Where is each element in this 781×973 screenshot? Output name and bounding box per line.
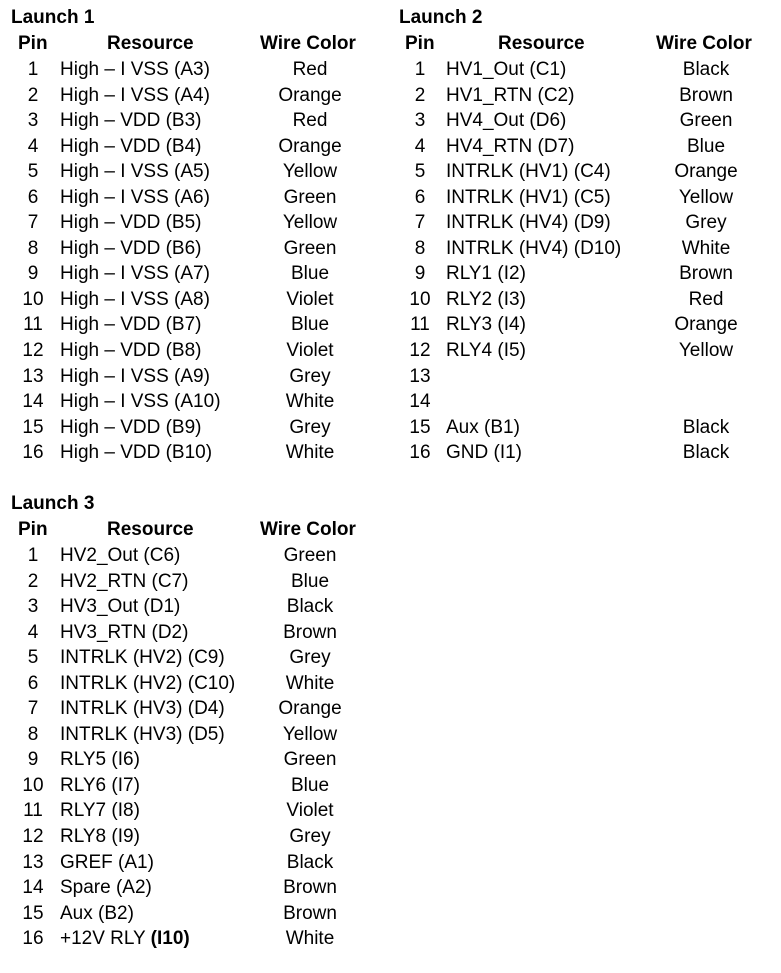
resource-column-header: Resource — [107, 33, 194, 54]
table-row — [0, 289, 380, 315]
pin-cell: 4 — [414, 135, 426, 157]
pin-cell: 13 — [22, 365, 44, 387]
launch-2-table — [390, 7, 781, 477]
resource-cell: INTRLK (HV3) (D4) — [60, 698, 225, 720]
wire-color-cell: Brown — [283, 902, 337, 924]
wire-color-cell: Yellow — [282, 723, 338, 745]
wire-color-cell: Red — [292, 110, 328, 132]
resource-cell: INTRLK (HV4) (D10) — [446, 237, 622, 259]
pin-cell: 12 — [22, 826, 44, 848]
wire-color-cell: Red — [292, 59, 328, 80]
wire-color-cell: Grey — [289, 826, 331, 848]
wire-color-cell: Brown — [283, 621, 337, 643]
pin-cell: 15 — [22, 902, 44, 924]
table-row — [0, 928, 380, 954]
wire-color-cell: Brown — [283, 877, 337, 899]
resource-cell: High – VDD (B6) — [60, 237, 202, 259]
pin-column-header: Pin — [18, 33, 48, 54]
resource-cell: INTRLK (HV1) (C4) — [446, 161, 611, 183]
pin-cell: 11 — [23, 314, 43, 336]
resource-cell: RLY8 (I9) — [60, 826, 140, 848]
table-row — [0, 314, 380, 340]
pin-cell: 16 — [409, 442, 431, 464]
table-row — [0, 775, 380, 801]
pin-cell: 3 — [414, 110, 426, 132]
launch-2-title: Launch 2 — [399, 7, 483, 28]
table-row — [0, 391, 380, 417]
resource-cell: RLY7 (I8) — [60, 800, 140, 822]
resource-cell: GND (I1) — [446, 442, 522, 464]
table-row — [0, 238, 380, 264]
wire-color-cell: Grey — [289, 647, 331, 669]
resource-cell: High – VDD (B7) — [60, 314, 202, 336]
wire-color-cell: White — [285, 391, 335, 413]
pin-cell: 15 — [409, 416, 431, 438]
wire-color-cell: Violet — [286, 340, 334, 362]
pin-cell: 14 — [409, 391, 431, 413]
resource-cell: HV3_RTN (D2) — [60, 621, 189, 643]
resource-cell: RLY6 (I7) — [60, 774, 140, 796]
wire-color-cell: Green — [679, 110, 733, 132]
resource-cell: High – VDD (B10) — [60, 442, 213, 464]
pin-cell: 10 — [409, 288, 431, 310]
table-row — [390, 391, 770, 417]
wire-color-cell: Green — [283, 545, 337, 566]
pin-column-header: Pin — [405, 33, 435, 54]
resource-cell: HV2_Out (C6) — [60, 545, 181, 566]
pin-cell: 12 — [22, 340, 44, 362]
table-row — [390, 110, 770, 136]
wire-color-cell: Orange — [278, 135, 342, 157]
pin-cell: 1 — [27, 545, 39, 566]
table-row — [390, 417, 770, 443]
launch-1-rows — [0, 59, 380, 468]
table-row — [0, 417, 380, 443]
wire-color-cell: Orange — [278, 698, 342, 720]
table-row — [0, 263, 380, 289]
table-row — [0, 877, 380, 903]
resource-cell: INTRLK (HV1) (C5) — [446, 186, 611, 208]
table-row — [0, 59, 380, 85]
pin-cell: 13 — [22, 851, 44, 873]
pin-cell: 8 — [414, 237, 426, 259]
table-row — [390, 289, 770, 315]
pin-cell: 7 — [27, 698, 39, 720]
wire-color-cell: White — [681, 237, 731, 259]
wire-color-cell: Blue — [290, 314, 330, 336]
table-row — [390, 366, 770, 392]
pin-cell: 8 — [27, 237, 39, 259]
pin-cell: 9 — [27, 263, 39, 285]
table-row — [0, 366, 380, 392]
resource-cell: INTRLK (HV3) (D5) — [60, 723, 225, 745]
resource-cell: High – VDD (B3) — [60, 110, 202, 132]
resource-cell: RLY5 (I6) — [60, 749, 140, 771]
table-row — [390, 136, 770, 162]
resource-cell: Aux (B2) — [60, 902, 134, 924]
resource-cell: Aux (B1) — [446, 416, 520, 438]
wire-color-cell: Yellow — [282, 161, 338, 183]
resource-cell: High – I VSS (A6) — [60, 186, 210, 208]
table-row — [390, 85, 770, 111]
wire-color-cell: Blue — [290, 774, 330, 796]
pin-cell: 14 — [22, 877, 44, 899]
pin-cell: 15 — [22, 416, 44, 438]
wire-color-cell: Orange — [674, 161, 738, 183]
table-row — [0, 852, 380, 878]
wire-color-cell: White — [285, 672, 335, 694]
resource-cell: HV4_RTN (D7) — [446, 135, 575, 157]
pin-cell: 14 — [22, 391, 44, 413]
pin-cell: 3 — [27, 596, 39, 618]
wire-color-cell: Violet — [286, 288, 334, 310]
pin-cell: 16 — [22, 928, 44, 950]
pin-cell: 4 — [27, 621, 39, 643]
resource-cell: HV1_RTN (C2) — [446, 84, 575, 106]
resource-cell: Spare (A2) — [60, 877, 152, 899]
pin-cell: 4 — [27, 135, 39, 157]
launch-2-rows — [390, 59, 770, 468]
resource-cell: RLY1 (I2) — [446, 263, 526, 285]
resource-cell: INTRLK (HV2) (C10) — [60, 672, 236, 694]
resource-cell: INTRLK (HV2) (C9) — [60, 647, 225, 669]
table-row — [0, 161, 380, 187]
wire-color-cell: Black — [682, 442, 730, 464]
resource-cell: High – VDD (B4) — [60, 135, 202, 157]
resource-cell: High – I VSS (A5) — [60, 161, 210, 183]
table-row — [390, 187, 770, 213]
resource-column-header: Resource — [498, 33, 585, 54]
resource-cell: HV4_Out (D6) — [446, 110, 567, 132]
launch-1-table — [0, 7, 390, 477]
wire-color-cell: Green — [283, 186, 337, 208]
wire-color-column-header: Wire Color — [260, 519, 356, 540]
pin-cell: 13 — [409, 365, 431, 387]
resource-code: I10 — [157, 928, 184, 950]
table-row — [0, 212, 380, 238]
resource-cell: High – I VSS (A8) — [60, 288, 210, 310]
pin-cell: 10 — [22, 774, 44, 796]
table-row — [390, 314, 770, 340]
pin-cell: 5 — [27, 647, 39, 669]
pin-cell: 5 — [414, 161, 426, 183]
wire-color-cell: Orange — [278, 84, 342, 106]
resource-cell: RLY3 (I4) — [446, 314, 526, 336]
wire-color-cell: Grey — [289, 416, 331, 438]
resource-column-header: Resource — [107, 519, 194, 540]
table-row — [0, 187, 380, 213]
resource-cell: High – VDD (B9) — [60, 416, 202, 438]
resource-cell: HV2_RTN (C7) — [60, 570, 189, 592]
table-row — [0, 673, 380, 699]
table-row — [0, 110, 380, 136]
launch-3-title: Launch 3 — [11, 493, 95, 514]
resource-cell: HV3_Out (D1) — [60, 596, 181, 618]
pin-cell: 2 — [414, 84, 426, 106]
pin-cell: 12 — [409, 340, 431, 362]
resource-cell — [60, 928, 190, 950]
pin-cell: 16 — [22, 442, 44, 464]
table-row — [0, 749, 380, 775]
table-row — [0, 571, 380, 597]
table-row — [0, 903, 380, 929]
pin-cell: 2 — [27, 84, 39, 106]
pin-cell: 5 — [27, 161, 39, 183]
table-row — [0, 647, 380, 673]
pin-cell: 3 — [27, 110, 39, 132]
pin-cell: 8 — [27, 723, 39, 745]
wire-color-cell: Black — [286, 596, 334, 618]
table-row — [390, 442, 770, 468]
resource-cell: High – I VSS (A7) — [60, 263, 210, 285]
wire-color-cell: Blue — [686, 135, 726, 157]
wire-color-cell: Grey — [289, 365, 331, 387]
resource-cell: High – VDD (B5) — [60, 212, 202, 234]
resource-prefix: +12V RLY — [60, 928, 151, 950]
wire-color-cell: Red — [688, 288, 724, 310]
pin-cell: 1 — [414, 59, 426, 80]
table-row — [390, 340, 770, 366]
pin-cell: 6 — [27, 186, 39, 208]
wire-color-cell: Green — [283, 749, 337, 771]
resource-cell: INTRLK (HV4) (D9) — [446, 212, 611, 234]
wire-color-cell: White — [285, 442, 335, 464]
wire-color-cell: Violet — [286, 800, 334, 822]
wire-color-cell: Blue — [290, 263, 330, 285]
wire-color-cell: Blue — [290, 570, 330, 592]
pin-cell: 9 — [414, 263, 426, 285]
launch-1-title: Launch 1 — [11, 7, 95, 28]
pin-column-header: Pin — [18, 519, 48, 540]
table-row — [390, 59, 770, 85]
pin-cell: 11 — [23, 800, 43, 822]
resource-cell: HV1_Out (C1) — [446, 59, 567, 80]
wire-color-cell: Grey — [685, 212, 727, 234]
wire-color-cell: Yellow — [678, 340, 734, 362]
table-row — [0, 340, 380, 366]
table-row — [0, 442, 380, 468]
table-row — [0, 622, 380, 648]
wire-color-cell: White — [285, 928, 335, 950]
launch-3-rows — [0, 545, 380, 954]
table-row — [0, 800, 380, 826]
wire-color-cell: Brown — [679, 263, 733, 285]
resource-cell: High – VDD (B8) — [60, 340, 202, 362]
resource-cell: RLY4 (I5) — [446, 340, 526, 362]
pin-cell: 7 — [27, 212, 39, 234]
resource-cell: High – I VSS (A4) — [60, 84, 210, 106]
resource-paren-close: ) — [183, 928, 190, 950]
pin-cell: 7 — [414, 212, 426, 234]
resource-paren-open: ( — [150, 928, 157, 950]
launch-3-table — [0, 493, 390, 973]
resource-cell: RLY2 (I3) — [446, 288, 526, 310]
wire-color-cell: Brown — [679, 84, 733, 106]
pin-cell: 1 — [27, 59, 39, 80]
wire-color-cell: Orange — [674, 314, 738, 336]
resource-cell: High – I VSS (A3) — [60, 59, 210, 80]
table-row — [390, 238, 770, 264]
table-row — [0, 698, 380, 724]
wire-color-cell: Black — [682, 416, 730, 438]
table-row — [390, 161, 770, 187]
table-row — [0, 136, 380, 162]
table-row — [0, 826, 380, 852]
pin-cell: 2 — [27, 570, 39, 592]
table-row — [390, 263, 770, 289]
pin-cell: 6 — [27, 672, 39, 694]
wire-color-cell: Green — [283, 237, 337, 259]
table-row — [0, 596, 380, 622]
resource-cell: GREF (A1) — [60, 851, 154, 873]
pin-cell: 9 — [27, 749, 39, 771]
pin-cell: 11 — [410, 314, 430, 336]
pin-cell: 10 — [22, 288, 44, 310]
table-row — [390, 212, 770, 238]
wire-color-column-header: Wire Color — [656, 33, 752, 54]
table-row — [0, 545, 380, 571]
wire-color-column-header: Wire Color — [260, 33, 356, 54]
resource-cell: High – I VSS (A9) — [60, 365, 210, 387]
pin-cell: 6 — [414, 186, 426, 208]
resource-cell: High – I VSS (A10) — [60, 391, 221, 413]
table-row — [0, 85, 380, 111]
wire-color-cell: Yellow — [282, 212, 338, 234]
table-row — [0, 724, 380, 750]
wire-color-cell: Black — [286, 851, 334, 873]
wire-color-cell: Yellow — [678, 186, 734, 208]
wire-color-cell: Black — [682, 59, 730, 80]
